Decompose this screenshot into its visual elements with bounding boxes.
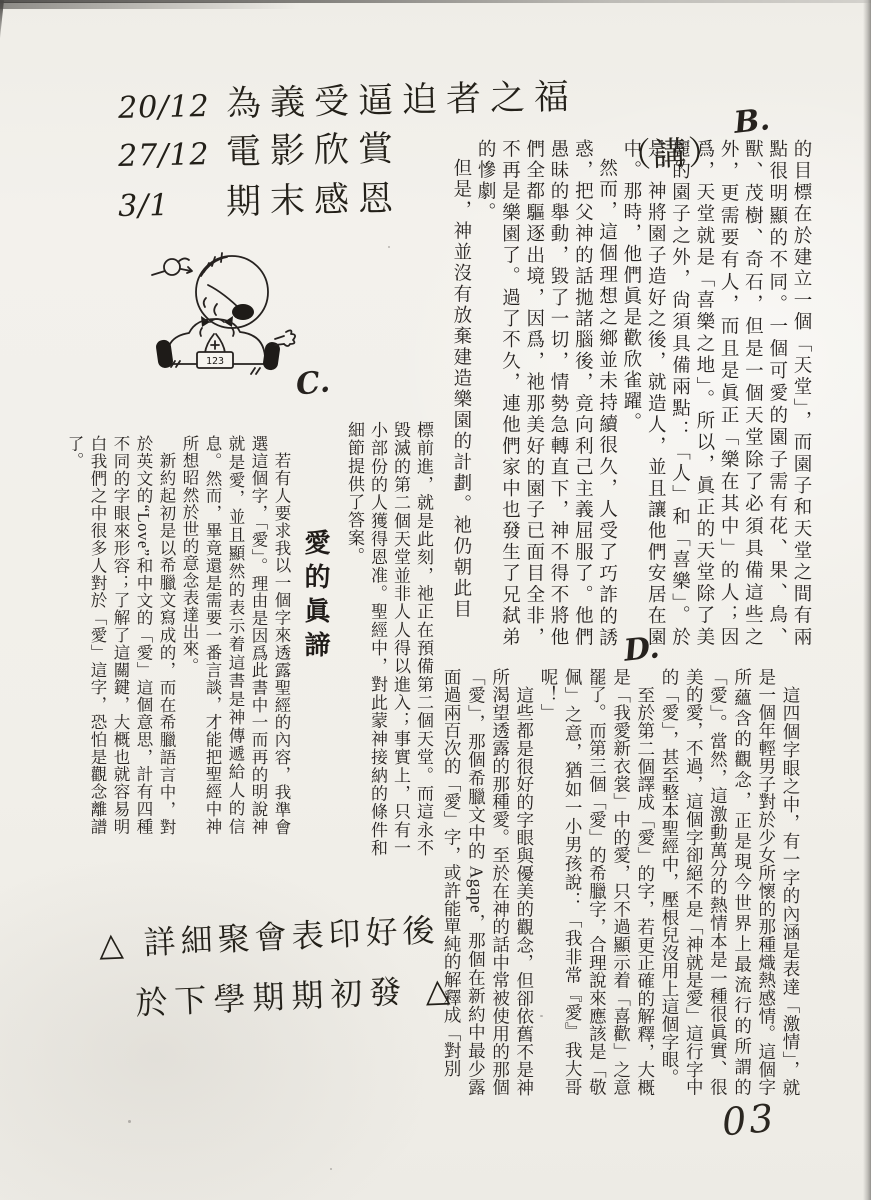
schedule-row (118, 69, 579, 129)
bird-icon (152, 258, 192, 275)
paragraph: 若有人要求我以一個字來透露聖經的內容，我準會選這個字，「愛」。理由是因爲此書中一而再的明說神就是愛，並且顯然的表示着這書是神傳遞給人的信息。然而，畢竟還是需要一番言談，才能把聖經中神所想昭然於世的意念表達出來。 (180, 435, 291, 835)
license-plate-text: 123 (205, 356, 225, 367)
article-d-text (440, 668, 803, 1096)
scan-artifact-top-shadow (0, 2, 300, 9)
scan-speck (330, 1168, 332, 1170)
article-b-text (449, 139, 813, 648)
schedule-date: 27/12 (117, 137, 210, 174)
page-number: 03 (720, 1095, 779, 1145)
article-c-title: 愛的眞諦 (301, 529, 330, 665)
motion-mark (251, 368, 260, 374)
schedule-title: 為義受逼迫者之福 (225, 77, 579, 125)
scan-speck (128, 1120, 131, 1123)
schedule-title: 電影欣賞 (225, 129, 403, 173)
schedule-row (118, 171, 403, 227)
paragraph: 但是，神並沒有放棄建造樂園的計劃。祂仍朝此目 (450, 157, 471, 620)
paragraph: 的目標在於建立一個「天堂」，而園子和天堂之間有兩點很明顯的不同。一個可愛的園子需有花、果、鳥、獸、茂樹、奇石，但是一個天堂除了必須具備這些之外，更需要有人，而且是眞正「樂在其中」的人；因爲，天堂就是「喜樂之地」。所以，眞正的天堂除了美麗的園子之外，尙須具備兩點：「人」和「喜樂」。於是，神將園子造好之後，就造人，並且讓他們安居在園中。那時，他們眞是歡欣雀躍。 (620, 139, 811, 648)
paragraph: 標前進，就是此刻，祂正在預備第二個天堂。而這永不毀滅的第二個天堂並非人人得以進入；事實上，只有一小部份的人獲得恩准。聖經中，對此蒙神接納的條件和細節提供了答案。 (345, 421, 433, 857)
paragraph: 這些都是很好的字眼與優美的觀念，但卻依舊不是神所渴望透露的那種愛。至於在神的話中常被使用的那個「愛」，那個希臘文中的 Agape，那個在新約中最少露面過兩百次的「愛」字，或許能單純的解釋成「對別 (442, 668, 535, 1096)
scan-artifact-right-edge (863, 0, 871, 1200)
schedule-row (118, 121, 403, 177)
paragraph: 然而，這個理想之鄉並未持續很久，人受了巧詐的誘惑，把父神的話拋諸腦後，竟向利己主義屈服了。他們愚昧的舉動，毀了一切，情勢急轉直下，神不得不將他們全都驅逐出境，因爲，祂那美好的園子已面目全非，不再是樂園了。過了不久，連他們家中也發生了兄弑弟的慘劇。 (475, 139, 617, 648)
section-label-b: B. (732, 102, 772, 141)
schedule-title: 期末感恩 (225, 179, 403, 223)
exhaust-puff-icon (275, 330, 295, 346)
section-label-d: D. (622, 630, 662, 669)
schedule-note-lecture: （講） (617, 132, 724, 175)
scan-speck (388, 246, 390, 248)
article-b-continuation (343, 421, 435, 857)
schedule-date: 20/12 (117, 88, 210, 126)
footer-note-line1: △ 詳細聚會表印好後 (98, 910, 441, 964)
paragraph: 這四個字眼之中，有一字的內涵是表達「激情」，就是一個年輕男子對於少女所懷的那種熾熱感情。這個字所蘊含的觀念，正是現今世界上最流行的所謂的「愛」。當然，這激動萬分的熱情本是一種很眞實、很美的愛，不過，這個字卻絕不是「神就是愛」這行字中的「愛」，甚至整本聖經中，壓根兒沒用上這個字眼。 (659, 668, 801, 1096)
illustration-child-toy-car (138, 240, 298, 380)
schedule-date: 3/1 (117, 187, 170, 224)
section-label-c: C. (294, 364, 332, 403)
handwritten-footer-note (98, 904, 458, 1025)
footer-note-line2: 於下學期期初發 △ (134, 970, 458, 1023)
paragraph: 至於第二個譯成「愛」的字，若更正確的解釋，大概是「我愛新衣裳」中的愛，只不過顯示着「喜歡」之意罷了。而第三個「愛」的希臘字，合理說來應該是「敬佩」之意，猶如一小男孩說：「我非常『愛』我大哥呢！」 (538, 668, 656, 1096)
article-c-text (63, 435, 293, 835)
paragraph: 新約起初是以希臘文寫成的，而在希臘語言中，對於英文的“Love”和中文的「愛」這個意思，計有四種不同的字眼來形容；了解了這關鍵，大概也就容易明白我們之中很多人對於「愛」這字，恐怕是觀念離譜了。 (65, 435, 176, 835)
